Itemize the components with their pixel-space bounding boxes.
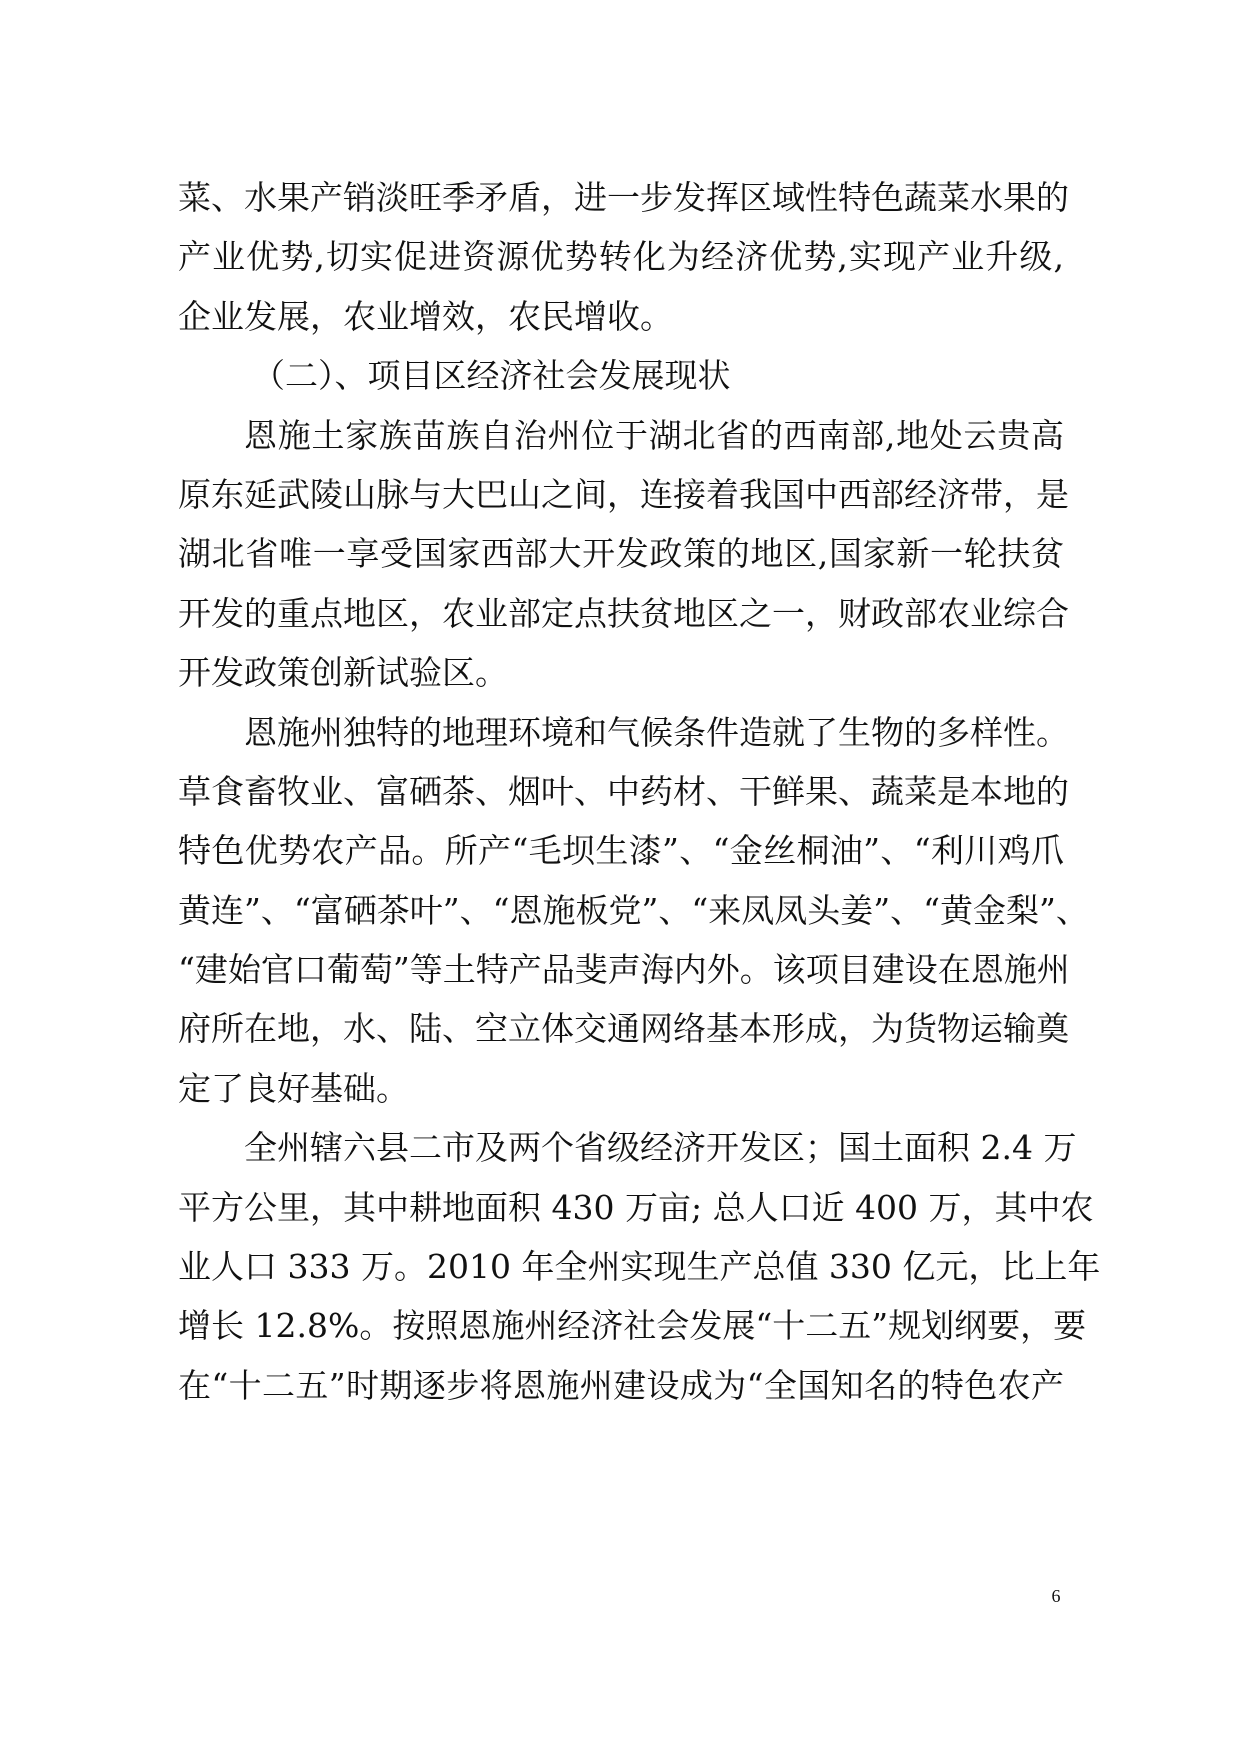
text-line: 恩施土家族苗族自治州位于湖北省的西南部,地处云贵高 [244,415,1064,455]
text-line: 开发政策创新试验区。 [178,653,508,693]
text-line: 业人口 333 万。2010 年全州实现生产总值 330 亿元，比上年 [178,1247,1101,1287]
text-line: “建始官口葡萄”等土特产品斐声海内外。该项目建设在恩施州 [178,950,1070,990]
text-line: 府所在地，水、陆、空立体交通网络基本形成，为货物运输奠 [178,1009,1069,1049]
text-line: 原东延武陵山脉与大巴山之间，连接着我国中西部经济带，是 [178,474,1069,514]
page-number: 6 [1051,1586,1061,1606]
text-line: 湖北省唯一享受国家西部大开发政策的地区,国家新一轮扶贫 [178,534,1064,574]
text-line: 黄连”、“富硒茶叶”、“恩施板党”、“来凤凤头姜”、“黄金梨”、 [178,890,1089,930]
text-line: 特色优势农产品。所产“毛坝生漆”、“金丝桐油”、“利川鸡爪 [178,831,1064,871]
text-line: 定了良好基础。 [178,1068,409,1108]
text-line: 增长 12.8%。按照恩施州经济社会发展“十二五”规划纲要，要 [178,1306,1087,1346]
text-line: 企业发展，农业增效，农民增收。 [178,296,673,336]
text-line: 草食畜牧业、富硒茶、烟叶、中药材、干鲜果、蔬菜是本地的 [178,771,1069,811]
text-line: 菜、水果产销淡旺季矛盾，进一步发挥区域性特色蔬菜水果的 [178,178,1069,217]
text-line: 平方公里，其中耕地面积 430 万亩; 总人口近 400 万，其中农 [178,1187,1094,1227]
text-line: 开发的重点地区，农业部定点扶贫地区之一，财政部农业综合 [178,593,1069,633]
text-line: 在“十二五”时期逐步将恩施州建设成为“全国知名的特色农产 [178,1365,1064,1405]
body-text [178,168,1101,1415]
text-line: 恩施州独特的地理环境和气候条件造就了生物的多样性。 [244,712,1069,752]
text-line: 全州辖六县二市及两个省级经济开发区；国土面积 2.4 万 [244,1128,1077,1168]
section-heading: （二）、项目区经济社会发展现状 [252,356,731,396]
text-line: 产业优势,切实促进资源优势转化为经济优势,实现产业升级, [178,237,1064,277]
